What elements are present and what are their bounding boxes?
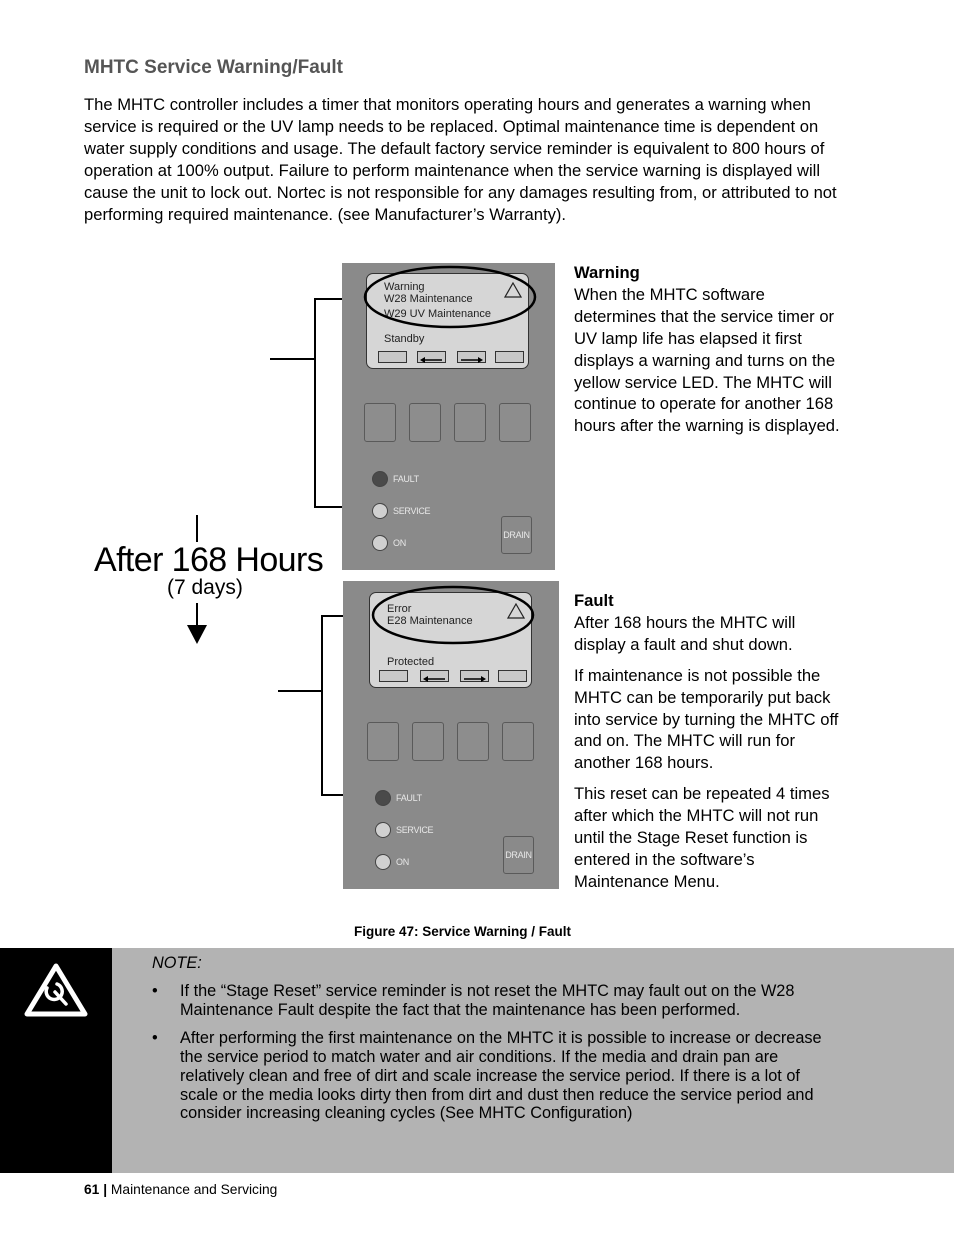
lcd-button-1[interactable] bbox=[378, 351, 407, 363]
fault-led bbox=[375, 790, 391, 806]
keypad-key-3[interactable] bbox=[454, 403, 486, 442]
after-hours-label: After 168 Hours bbox=[94, 541, 324, 579]
keypad-key-1[interactable] bbox=[364, 403, 396, 442]
lcd-button-right[interactable] bbox=[457, 351, 486, 363]
keypad-key-1[interactable] bbox=[367, 722, 399, 761]
note-icon-panel bbox=[0, 948, 112, 1173]
controller-panel-warning bbox=[342, 263, 555, 570]
fault-text bbox=[574, 590, 846, 902]
note-list bbox=[152, 982, 842, 1132]
service-label: SERVICE bbox=[396, 825, 434, 835]
intro-paragraph: The MHTC controller includes a timer that monitors operating hours and generates a warning when service is required or the UV lamp needs to be replaced. Optimal maintenance time is dependent on water supply conditions and usage. The default factory service reminder is equivalent to 800 hours of operation at 100% output. Failure to perform maintenance when the service warning is displayed will cause the unit to lock out. Nortec is not responsible for any damages resulting from, or attributed to not performing required maintenance. (see Manufacturer’s Warranty). bbox=[84, 95, 837, 224]
warning-text bbox=[574, 262, 846, 437]
lcd-status: Standby bbox=[384, 333, 425, 345]
lcd-button-right[interactable] bbox=[460, 670, 489, 682]
fault-heading: Fault bbox=[574, 591, 614, 610]
arrow-right-icon bbox=[461, 674, 488, 684]
keypad-key-2[interactable] bbox=[409, 403, 441, 442]
highlight-ellipse bbox=[340, 262, 550, 332]
lcd-line-1: Error bbox=[387, 603, 412, 615]
stage-reset-term: Stage Reset bbox=[636, 828, 729, 848]
keypad-key-2[interactable] bbox=[412, 722, 444, 761]
controller-panel-fault bbox=[343, 581, 559, 889]
lcd-line-3: W29 UV Maintenance bbox=[384, 308, 491, 320]
service-led bbox=[372, 503, 388, 519]
wrench-triangle-icon bbox=[24, 962, 88, 1018]
service-led bbox=[375, 822, 391, 838]
arrow-left-icon bbox=[418, 355, 445, 365]
warning-body: When the MHTC software determines that the service timer or UV lamp life has elapsed it first displays a warning and turns on the yellow service LED. The MHTC will continue to operate for another 168 hours after the warning is displayed. bbox=[574, 284, 840, 436]
keypad-key-4[interactable] bbox=[499, 403, 531, 442]
page-number: 61 bbox=[84, 1182, 100, 1197]
days-label: (7 days) bbox=[167, 576, 243, 599]
lcd-button-4[interactable] bbox=[495, 351, 524, 363]
arrow-right-icon bbox=[458, 355, 485, 365]
service-label: SERVICE bbox=[393, 506, 431, 516]
note-title: NOTE: bbox=[152, 954, 202, 972]
page-footer bbox=[84, 1182, 277, 1197]
footer-section: Maintenance and Servicing bbox=[110, 1182, 278, 1197]
figure-caption: Figure 47: Service Warning / Fault bbox=[353, 924, 572, 939]
fault-p3-before: This reset can be repeated 4 times after which the MHTC will not run until the bbox=[574, 784, 830, 848]
keypad-key-4[interactable] bbox=[502, 722, 534, 761]
fault-label: FAULT bbox=[396, 793, 422, 803]
lcd-line-2: E28 Maintenance bbox=[387, 615, 473, 627]
on-led bbox=[372, 535, 388, 551]
lcd-button-left[interactable] bbox=[420, 670, 449, 682]
lcd-button-4[interactable] bbox=[498, 670, 527, 682]
footer-separator: | bbox=[103, 1182, 108, 1197]
lcd-status: Protected bbox=[387, 656, 435, 668]
fault-label: FAULT bbox=[393, 474, 419, 484]
on-label: ON bbox=[396, 857, 409, 867]
section-title: MHTC Service Warning/Fault bbox=[84, 57, 343, 78]
lcd-line-1: Warning bbox=[384, 281, 425, 293]
arrow-left-icon bbox=[421, 674, 448, 684]
drain-button[interactable]: DRAIN bbox=[501, 516, 532, 554]
fault-paragraph-1: After 168 hours the MHTC will display a fault and shut down. bbox=[574, 612, 796, 654]
fault-paragraph-2: If maintenance is not possible the MHTC can be temporarily put back into service by turning the MHTC off and on. The MHTC will run for another 168 hours. bbox=[574, 665, 839, 773]
fault-led bbox=[372, 471, 388, 487]
highlight-ellipse bbox=[343, 581, 553, 651]
warning-heading: Warning bbox=[574, 263, 640, 282]
on-led bbox=[375, 854, 391, 870]
drain-button[interactable]: DRAIN bbox=[503, 836, 534, 874]
lcd-button-left[interactable] bbox=[417, 351, 446, 363]
note-item: • After performing the first maintenance on the MHTC it is possible to increase or decrease the service period to match water and air conditions. If the media and drain pan are relatively clean and free of dirt and scale increase the service period. If there is a lot of scale or the media looks dirty then from dirt and dust then reduce the service period and consider increasing cleaning cycles (See MHTC Configuration) bbox=[152, 1029, 842, 1124]
fault-p3-after: function is entered in the software’s Maintenance Menu. bbox=[574, 828, 808, 891]
fault-paragraph-3 bbox=[574, 783, 846, 893]
lcd-button-1[interactable] bbox=[379, 670, 408, 682]
note-item: • If the “Stage Reset” service reminder is not reset the MHTC may fault out on the W28 Maintenance Fault despite the fact that the maintenance has been performed. bbox=[152, 982, 842, 1020]
on-label: ON bbox=[393, 538, 406, 548]
keypad-key-3[interactable] bbox=[457, 722, 489, 761]
lcd-line-2: W28 Maintenance bbox=[384, 293, 473, 305]
